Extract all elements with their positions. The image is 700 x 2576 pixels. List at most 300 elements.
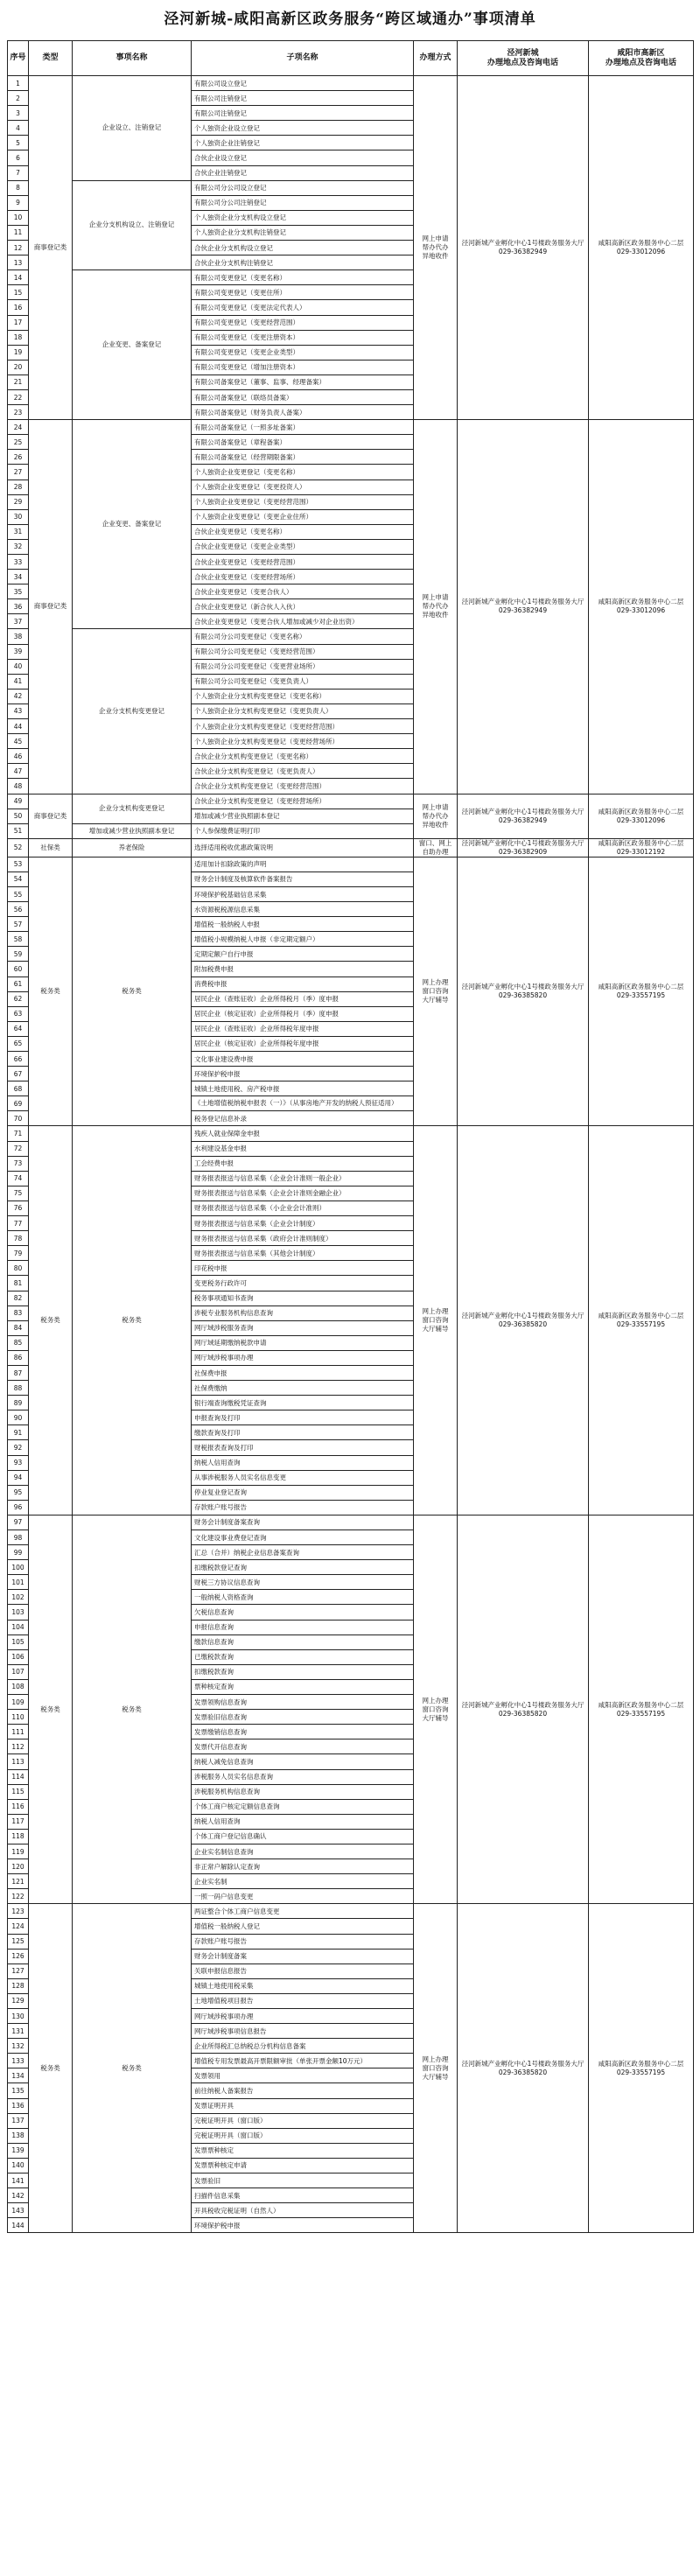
sub-item-cell: 财务会计制度及核算软件备案报告 bbox=[192, 872, 414, 886]
row-number: 17 bbox=[8, 315, 29, 330]
sub-item-cell: 网厅域涉税服务查询 bbox=[192, 1320, 414, 1335]
row-number: 81 bbox=[8, 1276, 29, 1291]
category-cell: 社保类 bbox=[29, 838, 73, 857]
matter-name-cell: 税务类 bbox=[73, 857, 192, 1126]
row-number: 125 bbox=[8, 1934, 29, 1949]
row-number: 46 bbox=[8, 749, 29, 764]
row-number: 118 bbox=[8, 1829, 29, 1844]
sub-item-cell: 纳税人减免信息查询 bbox=[192, 1754, 414, 1769]
category-cell: 商事登记类 bbox=[29, 794, 73, 838]
sub-item-cell: 环境保护税基础信息采集 bbox=[192, 886, 414, 901]
sub-item-cell: 增值税专用发票最高开票限额审批（单张开票金额10万元） bbox=[192, 2054, 414, 2068]
row-number: 39 bbox=[8, 644, 29, 659]
row-number: 31 bbox=[8, 524, 29, 539]
sub-item-cell: 个人独资企业变更登记（变更企业住所） bbox=[192, 509, 414, 524]
matter-name-cell: 企业分支机构变更登记 bbox=[73, 629, 192, 794]
sub-item-cell: 网厅域涉税事项办理 bbox=[192, 1350, 414, 1365]
mode-cell: 窗口、网上 自助办理 bbox=[414, 838, 458, 857]
sub-item-cell: 适用加计扣除政策的声明 bbox=[192, 857, 414, 872]
row-number: 97 bbox=[8, 1515, 29, 1530]
page-title: 泾河新城-咸阳高新区政务服务“跨区域通办”事项清单 bbox=[164, 10, 536, 28]
row-number: 20 bbox=[8, 360, 29, 374]
table-row bbox=[8, 838, 694, 857]
mode-cell: 网上办理 窗口咨询 大厅辅导 bbox=[414, 1126, 458, 1515]
sub-item-cell: 企业实名制信息查询 bbox=[192, 1844, 414, 1858]
row-number: 70 bbox=[8, 1111, 29, 1126]
row-number: 98 bbox=[8, 1530, 29, 1545]
mode-cell: 网上申请 帮办代办 异地收件 bbox=[414, 794, 458, 838]
row-number: 79 bbox=[8, 1246, 29, 1261]
xy-location-cell: 咸阳高新区政务服务中心二层 029-33557195 bbox=[589, 857, 694, 1126]
sub-item-cell: 社保费缴纳 bbox=[192, 1381, 414, 1396]
sub-item-cell: 发票缴销信息查询 bbox=[192, 1725, 414, 1740]
row-number: 11 bbox=[8, 225, 29, 240]
row-number: 113 bbox=[8, 1754, 29, 1769]
row-number: 64 bbox=[8, 1021, 29, 1036]
sub-item-cell: 关联申报信息报告 bbox=[192, 1964, 414, 1978]
sub-item-cell: 残疾人就业保障金申报 bbox=[192, 1126, 414, 1141]
sub-item-cell: 非正常户解除认定查询 bbox=[192, 1859, 414, 1874]
sub-item-cell: 网厅域涉税事项信息报告 bbox=[192, 2024, 414, 2039]
sub-item-cell: 环境保护税申报 bbox=[192, 1067, 414, 1082]
row-number: 143 bbox=[8, 2203, 29, 2218]
sub-item-cell: 一照一码户信息变更 bbox=[192, 1889, 414, 1904]
sub-item-cell: 有限公司变更登记（变更法定代表人） bbox=[192, 300, 414, 315]
row-number: 131 bbox=[8, 2024, 29, 2039]
sub-item-cell: 纳税人信用查询 bbox=[192, 1455, 414, 1470]
table-header-row bbox=[8, 41, 694, 76]
category-cell: 税务类 bbox=[29, 1904, 73, 2233]
row-number: 127 bbox=[8, 1964, 29, 1978]
row-number: 139 bbox=[8, 2143, 29, 2158]
sub-item-cell: 合伙企业变更登记（变更经营范围） bbox=[192, 555, 414, 570]
matter-name-cell: 税务类 bbox=[73, 1904, 192, 2233]
sub-item-cell: 税务事项通知书查询 bbox=[192, 1291, 414, 1306]
sub-item-cell: 涉税服务机构信息查询 bbox=[192, 1784, 414, 1799]
row-number: 85 bbox=[8, 1335, 29, 1350]
table-row bbox=[8, 857, 694, 872]
header-no: 序号 bbox=[8, 41, 29, 76]
sub-item-cell: 发票验旧 bbox=[192, 2174, 414, 2188]
mode-cell: 网上办理 窗口咨询 大厅辅导 bbox=[414, 1515, 458, 1903]
row-number: 18 bbox=[8, 330, 29, 345]
row-number: 43 bbox=[8, 704, 29, 718]
row-number: 36 bbox=[8, 599, 29, 614]
sub-item-cell: 有限公司分公司变更登记（变更负责人） bbox=[192, 674, 414, 689]
sub-item-cell: 合伙企业变更登记（变更企业类型） bbox=[192, 539, 414, 554]
sub-item-cell: 个人独资企业变更登记（变更名称） bbox=[192, 465, 414, 480]
row-number: 89 bbox=[8, 1396, 29, 1410]
row-number: 56 bbox=[8, 902, 29, 917]
jh-location-cell: 泾河新城产业孵化中心1号楼政务服务大厅029-36385820 bbox=[458, 1515, 589, 1903]
sub-item-cell: 财务报表报送与信息采集（企业会计准则一般企业） bbox=[192, 1171, 414, 1186]
jh-location-cell: 泾河新城产业孵化中心1号楼政务服务大厅029-36385820 bbox=[458, 1904, 589, 2233]
sub-item-cell: 两证整合个体工商户信息变更 bbox=[192, 1904, 414, 1919]
sub-item-cell: 扣缴税款登记查询 bbox=[192, 1560, 414, 1575]
sub-item-cell: 城镇土地使用税、房产税申报 bbox=[192, 1082, 414, 1096]
row-number: 72 bbox=[8, 1141, 29, 1156]
sub-item-cell: 城镇土地使用税采集 bbox=[192, 1978, 414, 1993]
row-number: 141 bbox=[8, 2174, 29, 2188]
table-row bbox=[8, 1515, 694, 1530]
row-number: 73 bbox=[8, 1156, 29, 1171]
table-row bbox=[8, 1126, 694, 1141]
matter-name-cell: 企业变更、备案登记 bbox=[73, 420, 192, 629]
row-number: 51 bbox=[8, 823, 29, 838]
sub-item-cell: 合伙企业分支机构变更登记（变更经营场所） bbox=[192, 794, 414, 808]
jh-location-cell: 泾河新城产业孵化中心1号楼政务服务大厅029-36382909 bbox=[458, 838, 589, 857]
row-number: 55 bbox=[8, 886, 29, 901]
row-number: 138 bbox=[8, 2128, 29, 2143]
sub-item-cell: 有限公司变更登记（增加注册资本） bbox=[192, 360, 414, 374]
xy-location-cell: 咸阳高新区政务服务中心二层 029-33557195 bbox=[589, 1126, 694, 1515]
row-number: 63 bbox=[8, 1006, 29, 1021]
row-number: 2 bbox=[8, 91, 29, 106]
row-number: 137 bbox=[8, 2113, 29, 2128]
sub-item-cell: 有限公司分公司变更登记（变更营业场所） bbox=[192, 659, 414, 674]
sub-item-cell: 个人独资企业变更登记（变更投资人） bbox=[192, 480, 414, 494]
sub-item-cell: 选择适用税收优惠政策说明 bbox=[192, 838, 414, 857]
sub-item-cell: 发票证明开具 bbox=[192, 2098, 414, 2113]
sub-item-cell: 居民企业（核定征收）企业所得税月（季）度申报 bbox=[192, 1006, 414, 1021]
sub-item-cell: 合伙企业变更登记（新合伙人入伙） bbox=[192, 599, 414, 614]
sub-item-cell: 扫描件信息采集 bbox=[192, 2188, 414, 2203]
sub-item-cell: 财税报表查询及打印 bbox=[192, 1440, 414, 1455]
row-number: 132 bbox=[8, 2039, 29, 2054]
sub-item-cell: 财务报表报送与信息采集（企业会计准则金融企业） bbox=[192, 1186, 414, 1200]
sub-item-cell: 财税三方协议信息查询 bbox=[192, 1575, 414, 1590]
row-number: 129 bbox=[8, 1993, 29, 2008]
sub-item-cell: 企业实名制 bbox=[192, 1874, 414, 1889]
category-cell: 税务类 bbox=[29, 857, 73, 1126]
sub-item-cell: 个体工商户核定定额信息查询 bbox=[192, 1799, 414, 1814]
sub-item-cell: 一般纳税人资格查询 bbox=[192, 1590, 414, 1605]
sub-item-cell: 欠税信息查询 bbox=[192, 1605, 414, 1620]
row-number: 30 bbox=[8, 509, 29, 524]
sub-item-cell: 文化事业建设费申报 bbox=[192, 1052, 414, 1067]
row-number: 65 bbox=[8, 1036, 29, 1051]
row-number: 87 bbox=[8, 1365, 29, 1380]
sub-item-cell: 发票验旧信息查询 bbox=[192, 1710, 414, 1725]
table-row bbox=[8, 420, 694, 435]
sub-item-cell: 环境保护税申报 bbox=[192, 2218, 414, 2233]
sub-item-cell: 个体工商户登记信息确认 bbox=[192, 1829, 414, 1844]
row-number: 123 bbox=[8, 1904, 29, 1919]
row-number: 8 bbox=[8, 180, 29, 195]
sub-item-cell: 有限公司备案登记（经营期限备案） bbox=[192, 450, 414, 465]
sub-item-cell: 有限公司注销登记 bbox=[192, 106, 414, 121]
sub-item-cell: 涉税专业服务机构信息查询 bbox=[192, 1306, 414, 1320]
sub-item-cell: 定期定额户自行申报 bbox=[192, 947, 414, 962]
xy-location-cell: 咸阳高新区政务服务中心二层 029-33557195 bbox=[589, 1515, 694, 1903]
row-number: 83 bbox=[8, 1306, 29, 1320]
sub-item-cell: 发票领用 bbox=[192, 2068, 414, 2083]
row-number: 23 bbox=[8, 405, 29, 420]
row-number: 12 bbox=[8, 241, 29, 256]
table-body bbox=[8, 76, 694, 2233]
sub-item-cell: 有限公司注销登记 bbox=[192, 91, 414, 106]
sub-item-cell: 银行端查询缴税凭证查询 bbox=[192, 1396, 414, 1410]
sub-item-cell: 个人独资企业分支机构注销登记 bbox=[192, 225, 414, 240]
row-number: 119 bbox=[8, 1844, 29, 1858]
row-number: 13 bbox=[8, 256, 29, 270]
row-number: 96 bbox=[8, 1500, 29, 1515]
row-number: 5 bbox=[8, 136, 29, 150]
row-number: 34 bbox=[8, 570, 29, 584]
row-number: 100 bbox=[8, 1560, 29, 1575]
row-number: 38 bbox=[8, 629, 29, 644]
row-number: 67 bbox=[8, 1067, 29, 1082]
row-number: 57 bbox=[8, 917, 29, 932]
sub-item-cell: 有限公司备案登记（一照多址备案） bbox=[192, 420, 414, 435]
row-number: 80 bbox=[8, 1261, 29, 1276]
matters-table-container bbox=[7, 40, 693, 2569]
sub-item-cell: 存款账户账号报告 bbox=[192, 1934, 414, 1949]
row-number: 107 bbox=[8, 1664, 29, 1679]
row-number: 47 bbox=[8, 764, 29, 779]
row-number: 14 bbox=[8, 270, 29, 285]
sub-item-cell: 前往纳税人备案报告 bbox=[192, 2083, 414, 2098]
sub-item-cell: 合伙企业变更登记（变更合伙人增加或减少对企业出资） bbox=[192, 614, 414, 629]
row-number: 126 bbox=[8, 1949, 29, 1964]
sub-item-cell: 变更税务行政许可 bbox=[192, 1276, 414, 1291]
sub-item-cell: 个人独资企业变更登记（变更经营范围） bbox=[192, 494, 414, 509]
sub-item-cell: 工会经费申报 bbox=[192, 1156, 414, 1171]
sub-item-cell: 企业所得税汇总纳税总分机构信息备案 bbox=[192, 2039, 414, 2054]
sub-item-cell: 有限公司分公司设立登记 bbox=[192, 180, 414, 195]
row-number: 19 bbox=[8, 345, 29, 360]
sub-item-cell: 水资源税税源信息采集 bbox=[192, 902, 414, 917]
sub-item-cell: 增加或减少营业执照副本登记 bbox=[192, 808, 414, 823]
sub-item-cell: 有限公司分公司变更登记（变更经营范围） bbox=[192, 644, 414, 659]
sub-item-cell: 个人独资企业分支机构变更登记（变更经营场所） bbox=[192, 734, 414, 749]
sub-item-cell: 发票代开信息查询 bbox=[192, 1740, 414, 1754]
row-number: 27 bbox=[8, 465, 29, 480]
row-number: 45 bbox=[8, 734, 29, 749]
row-number: 50 bbox=[8, 808, 29, 823]
sub-item-cell: 有限公司变更登记（变更注册资本） bbox=[192, 330, 414, 345]
matter-name-cell: 养老保险 bbox=[73, 838, 192, 857]
sub-item-cell: 合伙企业分支机构变更登记（变更经营范围） bbox=[192, 779, 414, 794]
row-number: 74 bbox=[8, 1171, 29, 1186]
row-number: 102 bbox=[8, 1590, 29, 1605]
row-number: 49 bbox=[8, 794, 29, 808]
row-number: 9 bbox=[8, 195, 29, 210]
sub-item-cell: 财务会计制度备案 bbox=[192, 1949, 414, 1964]
jh-location-cell: 泾河新城产业孵化中心1号楼政务服务大厅029-36382949 bbox=[458, 420, 589, 794]
row-number: 26 bbox=[8, 450, 29, 465]
row-number: 58 bbox=[8, 932, 29, 947]
row-number: 82 bbox=[8, 1291, 29, 1306]
row-number: 42 bbox=[8, 689, 29, 704]
row-number: 121 bbox=[8, 1874, 29, 1889]
row-number: 10 bbox=[8, 210, 29, 225]
matter-name-cell: 税务类 bbox=[73, 1126, 192, 1515]
row-number: 90 bbox=[8, 1410, 29, 1425]
sub-item-cell: 财务会计制度备案查询 bbox=[192, 1515, 414, 1530]
matter-name-cell: 企业设立、注销登记 bbox=[73, 76, 192, 181]
sub-item-cell: 完税证明开具（窗口版） bbox=[192, 2128, 414, 2143]
sub-item-cell: 从事涉税服务人员实名信息变更 bbox=[192, 1470, 414, 1485]
category-cell: 税务类 bbox=[29, 1126, 73, 1515]
category-cell: 商事登记类 bbox=[29, 76, 73, 420]
row-number: 4 bbox=[8, 121, 29, 136]
sub-item-cell: 合伙企业分支机构设立登记 bbox=[192, 241, 414, 256]
sub-item-cell: 个人独资企业注销登记 bbox=[192, 136, 414, 150]
table-row bbox=[8, 1904, 694, 1919]
sub-item-cell: 增值税小规模纳税人申报（非定期定额户） bbox=[192, 932, 414, 947]
sub-item-cell: 个人独资企业设立登记 bbox=[192, 121, 414, 136]
row-number: 93 bbox=[8, 1455, 29, 1470]
sub-item-cell: 纳税人信用查询 bbox=[192, 1814, 414, 1829]
sub-item-cell: 网厅域涉税事项办理 bbox=[192, 2009, 414, 2024]
matter-name-cell: 企业分支机构设立、注销登记 bbox=[73, 180, 192, 270]
matters-table bbox=[7, 40, 694, 2233]
sub-item-cell: 有限公司变更登记（变更经营范围） bbox=[192, 315, 414, 330]
sub-item-cell: 涉税服务人员实名信息查询 bbox=[192, 1769, 414, 1784]
sub-item-cell: 有限公司备案登记（联络员备案） bbox=[192, 389, 414, 404]
sub-item-cell: 合伙企业分支机构注销登记 bbox=[192, 256, 414, 270]
sub-item-cell: 文化建设事业费登记查询 bbox=[192, 1530, 414, 1545]
row-number: 104 bbox=[8, 1620, 29, 1634]
row-number: 35 bbox=[8, 584, 29, 599]
sub-item-cell: 附加税费申报 bbox=[192, 962, 414, 976]
sub-item-cell: 合伙企业变更登记（变更名称） bbox=[192, 524, 414, 539]
xy-location-cell: 咸阳高新区政务服务中心二层 029-33012096 bbox=[589, 794, 694, 838]
row-number: 7 bbox=[8, 165, 29, 180]
header-mode: 办理方式 bbox=[414, 41, 458, 76]
table-row bbox=[8, 76, 694, 91]
row-number: 88 bbox=[8, 1381, 29, 1396]
sub-item-cell: 完税证明开具（窗口版） bbox=[192, 2113, 414, 2128]
sub-item-cell: 增值税一般纳税人申报 bbox=[192, 917, 414, 932]
jh-location-cell: 泾河新城产业孵化中心1号楼政务服务大厅029-36382949 bbox=[458, 76, 589, 420]
row-number: 37 bbox=[8, 614, 29, 629]
sub-item-cell: 已缴税款查询 bbox=[192, 1649, 414, 1664]
sub-item-cell: 居民企业（查账征收）企业所得税年度申报 bbox=[192, 1021, 414, 1036]
sub-item-cell: 财务报表报送与信息采集（企业会计制度） bbox=[192, 1216, 414, 1231]
sub-item-cell: 合伙企业注销登记 bbox=[192, 165, 414, 180]
row-number: 92 bbox=[8, 1440, 29, 1455]
row-number: 86 bbox=[8, 1350, 29, 1365]
sub-item-cell: 停业复业登记查询 bbox=[192, 1485, 414, 1500]
sub-item-cell: 居民企业（查账征收）企业所得税月（季）度申报 bbox=[192, 991, 414, 1006]
category-cell: 商事登记类 bbox=[29, 420, 73, 794]
sub-item-cell: 合伙企业分支机构变更登记（变更负责人） bbox=[192, 764, 414, 779]
sub-item-cell: 个人独资企业分支机构变更登记（变更名称） bbox=[192, 689, 414, 704]
sub-item-cell: 居民企业（核定征收）企业所得税年度申报 bbox=[192, 1036, 414, 1051]
row-number: 75 bbox=[8, 1186, 29, 1200]
header-matter: 事项名称 bbox=[73, 41, 192, 76]
header-jh-location: 泾河新城 办理地点及咨询电话 bbox=[458, 41, 589, 76]
row-number: 25 bbox=[8, 435, 29, 450]
row-number: 77 bbox=[8, 1216, 29, 1231]
row-number: 136 bbox=[8, 2098, 29, 2113]
sub-item-cell: 财务报表报送与信息采集（政府会计准则制度） bbox=[192, 1231, 414, 1246]
row-number: 6 bbox=[8, 150, 29, 165]
mode-cell: 网上申请 帮办代办 异地收件 bbox=[414, 76, 458, 420]
row-number: 112 bbox=[8, 1740, 29, 1754]
header-sub-item: 子项名称 bbox=[192, 41, 414, 76]
sub-item-cell: 合伙企业分支机构变更登记（变更名称） bbox=[192, 749, 414, 764]
row-number: 16 bbox=[8, 300, 29, 315]
sub-item-cell: 有限公司设立登记 bbox=[192, 76, 414, 91]
row-number: 116 bbox=[8, 1799, 29, 1814]
row-number: 124 bbox=[8, 1919, 29, 1934]
row-number: 101 bbox=[8, 1575, 29, 1590]
row-number: 103 bbox=[8, 1605, 29, 1620]
row-number: 3 bbox=[8, 106, 29, 121]
matter-name-cell: 企业变更、备案登记 bbox=[73, 270, 192, 420]
sub-item-cell: 印花税申报 bbox=[192, 1261, 414, 1276]
sub-item-cell: 税务登记信息补录 bbox=[192, 1111, 414, 1126]
row-number: 110 bbox=[8, 1710, 29, 1725]
sub-item-cell: 网厅域延期缴纳税款申请 bbox=[192, 1335, 414, 1350]
sub-item-cell: 《土地增值税纳税申报表（一）》（从事房地产开发的纳税人预征适用） bbox=[192, 1096, 414, 1111]
row-number: 111 bbox=[8, 1725, 29, 1740]
row-number: 99 bbox=[8, 1545, 29, 1560]
row-number: 76 bbox=[8, 1200, 29, 1215]
row-number: 44 bbox=[8, 719, 29, 734]
row-number: 28 bbox=[8, 480, 29, 494]
xy-location-cell: 咸阳高新区政务服务中心二层 029-33012192 bbox=[589, 838, 694, 857]
row-number: 54 bbox=[8, 872, 29, 886]
sub-item-cell: 开具税收完税证明（自然人） bbox=[192, 2203, 414, 2218]
row-number: 61 bbox=[8, 976, 29, 991]
sub-item-cell: 申报信息查询 bbox=[192, 1620, 414, 1634]
row-number: 140 bbox=[8, 2158, 29, 2173]
row-number: 32 bbox=[8, 539, 29, 554]
mode-cell: 网上办理 窗口咨询 大厅辅导 bbox=[414, 857, 458, 1126]
row-number: 62 bbox=[8, 991, 29, 1006]
sub-item-cell: 扣缴税款查询 bbox=[192, 1664, 414, 1679]
matter-name-cell: 企业分支机构变更登记 bbox=[73, 794, 192, 823]
row-number: 15 bbox=[8, 285, 29, 300]
row-number: 108 bbox=[8, 1679, 29, 1694]
row-number: 109 bbox=[8, 1695, 29, 1710]
matter-name-cell: 增加或减少营业执照副本登记 bbox=[73, 823, 192, 838]
sub-item-cell: 发票票种核定 bbox=[192, 2143, 414, 2158]
row-number: 69 bbox=[8, 1096, 29, 1111]
sub-item-cell: 缴款查询及打印 bbox=[192, 1425, 414, 1440]
mode-cell: 网上办理 窗口咨询 大厅辅导 bbox=[414, 1904, 458, 2233]
row-number: 21 bbox=[8, 374, 29, 389]
row-number: 130 bbox=[8, 2009, 29, 2024]
row-number: 95 bbox=[8, 1485, 29, 1500]
sub-item-cell: 个人独资企业分支机构设立登记 bbox=[192, 210, 414, 225]
sub-item-cell: 有限公司分公司注销登记 bbox=[192, 195, 414, 210]
sub-item-cell: 财务报表报送与信息采集（小企业会计准则） bbox=[192, 1200, 414, 1215]
sub-item-cell: 有限公司变更登记（变更企业类型） bbox=[192, 345, 414, 360]
row-number: 24 bbox=[8, 420, 29, 435]
row-number: 66 bbox=[8, 1052, 29, 1067]
sub-item-cell: 增值税一般纳税人登记 bbox=[192, 1919, 414, 1934]
row-number: 120 bbox=[8, 1859, 29, 1874]
xy-location-cell: 咸阳高新区政务服务中心二层 029-33557195 bbox=[589, 1904, 694, 2233]
sub-item-cell: 个人独资企业分支机构变更登记（变更经营范围） bbox=[192, 719, 414, 734]
sub-item-cell: 土地增值税项目报告 bbox=[192, 1993, 414, 2008]
sub-item-cell: 有限公司备案登记（章程备案） bbox=[192, 435, 414, 450]
row-number: 106 bbox=[8, 1649, 29, 1664]
row-number: 144 bbox=[8, 2218, 29, 2233]
row-number: 60 bbox=[8, 962, 29, 976]
row-number: 41 bbox=[8, 674, 29, 689]
row-number: 94 bbox=[8, 1470, 29, 1485]
row-number: 133 bbox=[8, 2054, 29, 2068]
sub-item-cell: 个人参保缴费证明打印 bbox=[192, 823, 414, 838]
jh-location-cell: 泾河新城产业孵化中心1号楼政务服务大厅029-36385820 bbox=[458, 857, 589, 1126]
jh-location-cell: 泾河新城产业孵化中心1号楼政务服务大厅029-36382949 bbox=[458, 794, 589, 838]
